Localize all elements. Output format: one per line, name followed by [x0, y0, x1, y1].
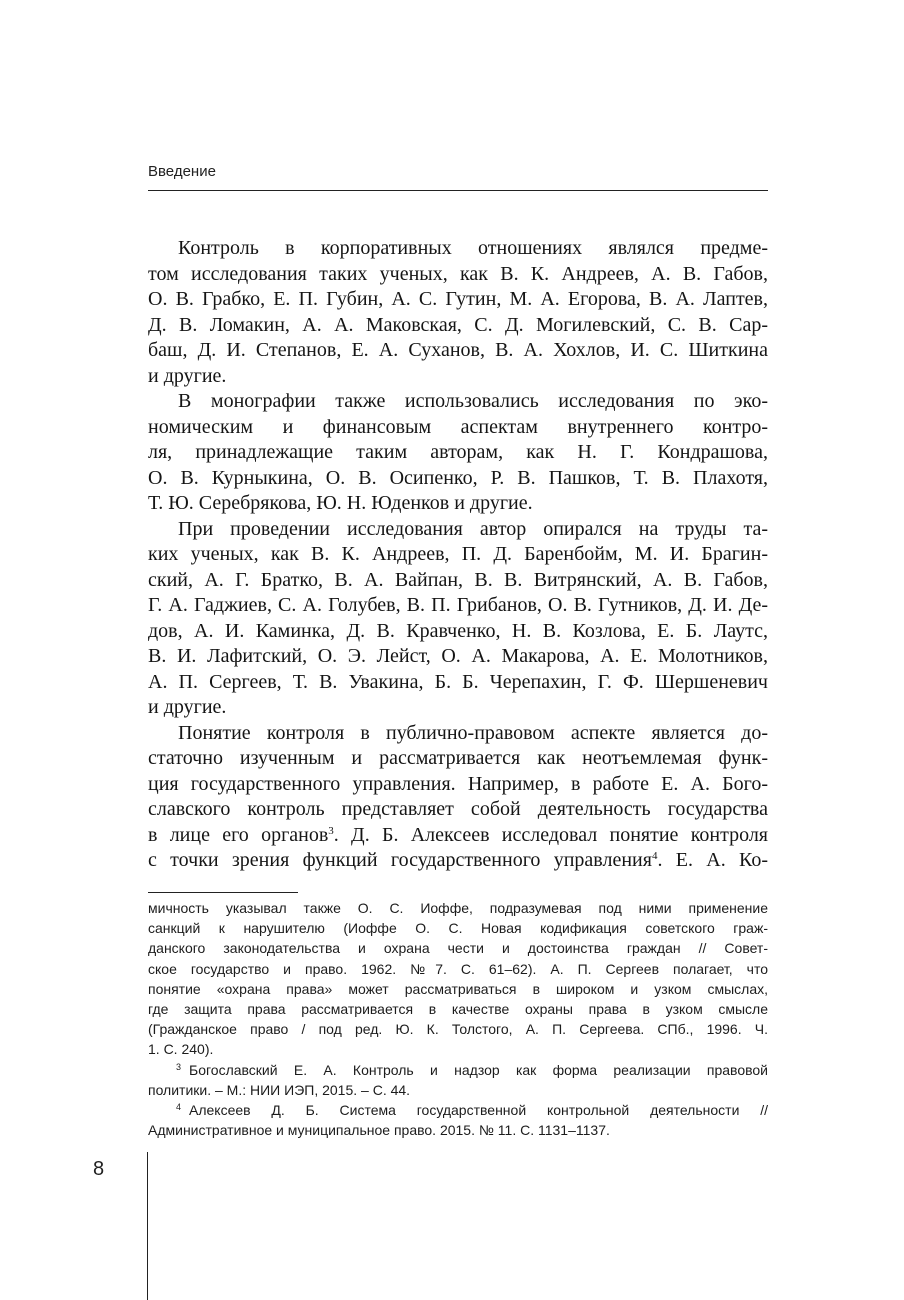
text-line [148, 823, 768, 849]
text-segment: . Е. А. Ко- [657, 849, 768, 871]
text-line: том исследования таких ученых, как В. К. Андреев, А. В. Габов, [148, 262, 768, 285]
text-line: Д. В. Ломакин, А. А. Маковская, С. Д. Могилевский, С. В. Сар- [148, 313, 768, 336]
footnote-mark: 3 [176, 1061, 182, 1072]
footnote-line: политики. – М.: НИИ ИЭП, 2015. – С. 44. [148, 1081, 411, 1098]
footnote-line: мичность указывал также О. С. Иоффе, подразумевая под ними применение [148, 900, 768, 916]
text-line: В монографии также использовались исследования по эко- [178, 390, 768, 412]
text-line: Т. Ю. Серебрякова, Ю. Н. Юденков и другие. [148, 492, 533, 514]
text-line: А. П. Сергеев, Т. В. Увакина, Б. Б. Черепахин, Г. Ф. Шершеневич [148, 670, 768, 693]
text-line: ля, принадлежащие таким авторам, как Н. Г. Кондрашова, [148, 441, 768, 463]
text-segment: в лице его органов [148, 823, 329, 846]
footnote-line: 1. С. 240). [148, 1041, 214, 1058]
running-head-rule [148, 190, 768, 191]
page-number: 8 [93, 1158, 105, 1180]
paragraph-2 [148, 389, 768, 517]
footnote-line [148, 1100, 768, 1120]
text-line: О. В. Курныкина, О. В. Осипенко, Р. В. Пашков, Т. В. Плахотя, [148, 466, 768, 489]
text-line: Понятие контроля в публично-правовом аспекте является до- [178, 721, 768, 744]
text-line: дов, А. И. Каминка, Д. В. Кравченко, Н. В. Козлова, Е. Б. Лаутс, [148, 619, 768, 642]
footnote-line: где защита права рассматривается в качестве охраны права в узком смысле [148, 1001, 768, 1018]
footnote-continuation [148, 898, 768, 1060]
footnote-line: данского законодательства и охрана чести и достоинства граждан // Совет- [148, 940, 768, 957]
text-line: При проведении исследования автор опирался на труды та- [178, 517, 768, 540]
footnote-line [148, 1060, 768, 1080]
text-segment: с точки зрения функций государственного управления [148, 849, 652, 871]
text-line: и другие. [148, 696, 227, 718]
text-line: ких ученых, как В. К. Андреев, П. Д. Баренбойм, М. И. Брагин- [148, 543, 768, 565]
text-line: Г. А. Гаджиев, С. А. Голубев, В. П. Грибанов, О. В. Гутников, Д. И. Де- [148, 594, 768, 616]
paragraph-3 [148, 517, 768, 721]
footnote-line: Административное и муниципальное право. 2015. № 11. С. 1131–1137. [148, 1122, 610, 1139]
footnote-text: Богославский Е. А. Контроль и надзор как форма реализации правовой [189, 1061, 768, 1078]
footnote-ref-3[interactable]: 3 [328, 824, 334, 837]
text-segment: . Д. Б. Алексеев исследовал понятие контроля [333, 823, 768, 846]
text-line: О. В. Грабко, Е. П. Губин, А. С. Гутин, М. А. Егорова, В. А. Лаптев, [148, 288, 768, 310]
text-line: и другие. [148, 364, 227, 387]
footnote-line: (Гражданское право / под ред. Ю. К. Толстого, А. П. Сергеева. СПб., 1996. Ч. [148, 1021, 768, 1038]
running-head: Введение [148, 163, 216, 180]
text-line: ский, А. Г. Братко, В. А. Вайпан, В. В. Витрянский, А. В. Габов, [148, 568, 768, 591]
footnote-text: Алексеев Д. Б. Система государственной контрольной деятельности // [189, 1102, 768, 1119]
text-line [148, 848, 768, 874]
text-line: статочно изученным и рассматривается как неотъемлемая функ- [148, 747, 768, 769]
footnote-3 [148, 1060, 768, 1100]
footnote-line: ское государство и право. 1962. №7. С. 61–62). А. П. Сергеев полагает, что [148, 960, 768, 977]
footnote-rule [148, 892, 298, 893]
footnote-line: понятие «охрана права» может рассматриваться в широком и узком смыслах, [148, 980, 768, 997]
footnote-ref-4[interactable]: 4 [651, 850, 658, 862]
footnote-line: санкций к нарушителю (Иоффе О. С. Новая кодификация советского граж- [148, 920, 768, 937]
text-line: баш, Д. И. Степанов, Е. А. Суханов, В. А. Хохлов, И. С. Шиткина [148, 339, 768, 361]
margin-rule [147, 1152, 148, 1300]
footnote-mark: 4 [176, 1102, 182, 1113]
text-line: Контроль в корпоративных отношениях являлся предме- [178, 237, 768, 259]
footnote-4 [148, 1100, 768, 1140]
footnotes [148, 898, 768, 1140]
text-line: номическим и финансовым аспектам внутреннего контро- [148, 415, 768, 438]
paragraph-4 [148, 721, 768, 874]
text-line: славского контроль представляет собой деятельность государства [148, 798, 768, 820]
body-text [148, 236, 768, 874]
text-line: ция государственного управления. Например, в работе Е. А. Бого- [148, 772, 768, 795]
text-line: В. И. Лафитский, О. Э. Лейст, О. А. Макарова, А. Е. Молотников, [148, 645, 768, 667]
paragraph-1 [148, 236, 768, 389]
